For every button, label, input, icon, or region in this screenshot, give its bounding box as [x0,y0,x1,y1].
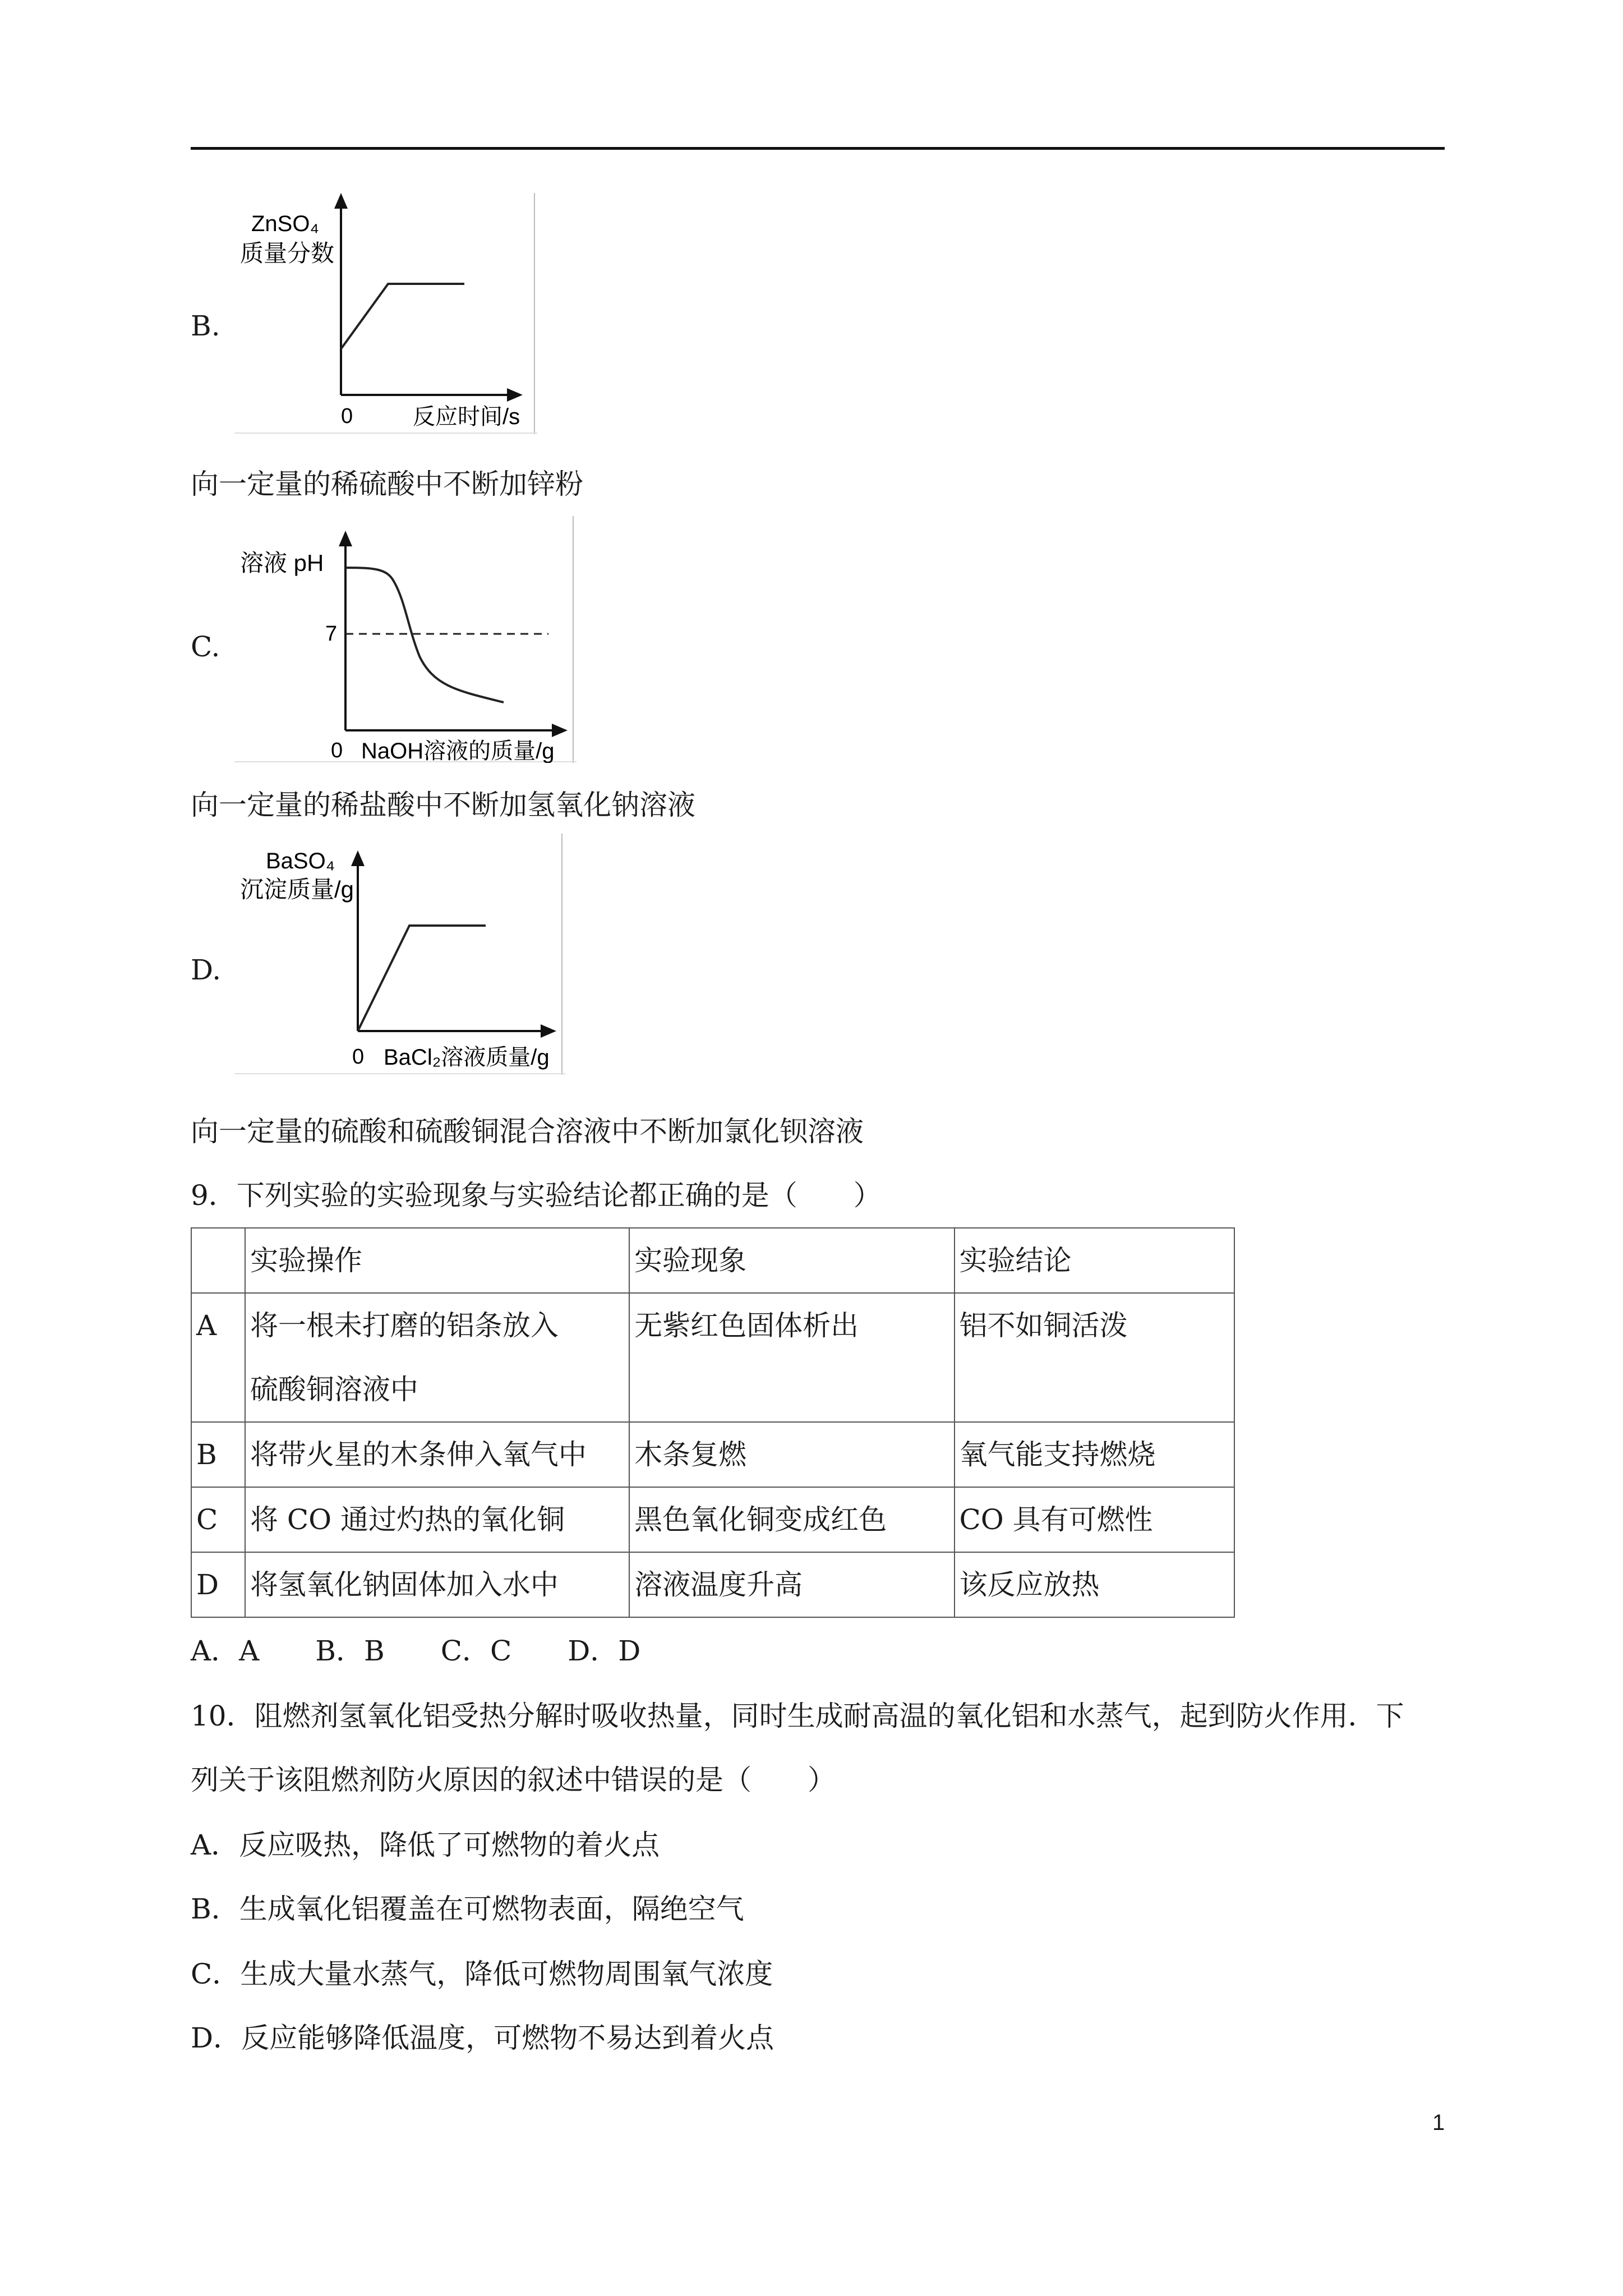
y-label-2: 沉淀质量/g [240,876,354,903]
q10-stem-line-2: 列关于该阻燃剂防火原因的叙述中错误的是（ ） [191,1764,836,1796]
q9-table [191,1227,1235,1618]
header-cell [191,1228,245,1293]
series-line [358,926,486,1031]
row-phenomenon: 黑色氧化铜变成红色 [629,1487,954,1552]
q10-option-c: C．生成大量水蒸气，降低可燃物周围氧气浓度 [191,1958,773,1990]
row-operation [245,1293,629,1422]
y-axis-arrow [334,193,348,209]
table-header-row [191,1228,1234,1293]
option-d-letter: D. [191,954,222,986]
q10-option-d: D．反应能够降低温度，可燃物不易达到着火点 [191,2022,774,2054]
row-operation: 将带火星的木条伸入氧气中 [245,1422,629,1487]
header-rule [191,147,1445,150]
q10-option-a: A．反应吸热，降低了可燃物的着火点 [191,1829,660,1861]
origin-label: 0 [331,739,343,762]
x-label: BaCl₂溶液质量/g [384,1045,550,1070]
x-label: NaOH溶液的质量/g [361,739,555,763]
q9-choices: A．A B．B C．C D．D [191,1635,641,1667]
row-conclusion: 该反应放热 [955,1552,1235,1617]
option-b-caption: 向一定量的稀硫酸中不断加锌粉 [191,468,583,500]
y-label-2: 质量分数 [240,240,335,266]
y-label: 溶液 pH [240,550,324,576]
op-line-1: 将一根未打磨的铝条放入 [250,1309,559,1342]
row-conclusion: 铝不如铜活泼 [955,1293,1235,1422]
origin-label: 0 [352,1045,365,1069]
row-conclusion: CO 具有可燃性 [955,1487,1235,1552]
series-line [345,568,504,702]
x-label: 反应时间/s [413,404,520,429]
header-cell: 实验结论 [955,1228,1235,1293]
row-phenomenon: 无紫红色固体析出 [629,1293,954,1422]
header-cell: 实验操作 [245,1228,629,1293]
x-axis-arrow [507,388,523,402]
table-row [191,1293,1234,1422]
row-id: D [191,1552,245,1617]
op-line-2: 硫酸铜溶液中 [250,1373,418,1406]
option-c-letter: C. [191,631,220,663]
q9-stem: 9．下列实验的实验现象与实验结论都正确的是（ ） [191,1179,882,1212]
row-id: B [191,1422,245,1487]
table-row [191,1487,1234,1552]
series-line [341,284,464,349]
table-row [191,1422,1234,1487]
row-id: A [191,1293,245,1422]
option-c-caption: 向一定量的稀盐酸中不断加氢氧化钠溶液 [191,789,695,821]
row-phenomenon: 木条复燃 [629,1422,954,1487]
y-label-1: BaSO₄ [266,849,335,873]
origin-label: 0 [341,404,353,428]
chart-c [234,516,577,763]
row-conclusion: 氧气能支持燃烧 [955,1422,1235,1487]
chart-b [234,193,537,434]
option-b-letter: B. [191,310,220,342]
page-number: 1 [1432,2110,1445,2135]
option-d-caption: 向一定量的硫酸和硫酸铜混合溶液中不断加氯化钡溶液 [191,1115,864,1148]
y-label-1: ZnSO₄ [251,211,319,236]
y-axis-arrow [351,850,365,866]
table-row [191,1552,1234,1617]
chart-d [234,834,565,1075]
q10-option-b: B．生成氧化铝覆盖在可燃物表面，隔绝空气 [191,1893,744,1925]
x-axis-arrow [541,1024,556,1038]
row-operation: 将氢氧化钠固体加入水中 [245,1552,629,1617]
q10-stem-line-1: 10．阻燃剂氢氧化铝受热分解时吸收热量，同时生成耐高温的氧化铝和水蒸气，起到防火作用．下 [191,1700,1404,1732]
row-phenomenon: 溶液温度升高 [629,1552,954,1617]
y-axis-arrow [339,531,352,546]
row-operation: 将 CO 通过灼热的氧化铜 [245,1487,629,1552]
ref-label: 7 [325,622,338,646]
x-axis-arrow [552,724,568,737]
header-cell: 实验现象 [629,1228,954,1293]
row-id: C [191,1487,245,1552]
